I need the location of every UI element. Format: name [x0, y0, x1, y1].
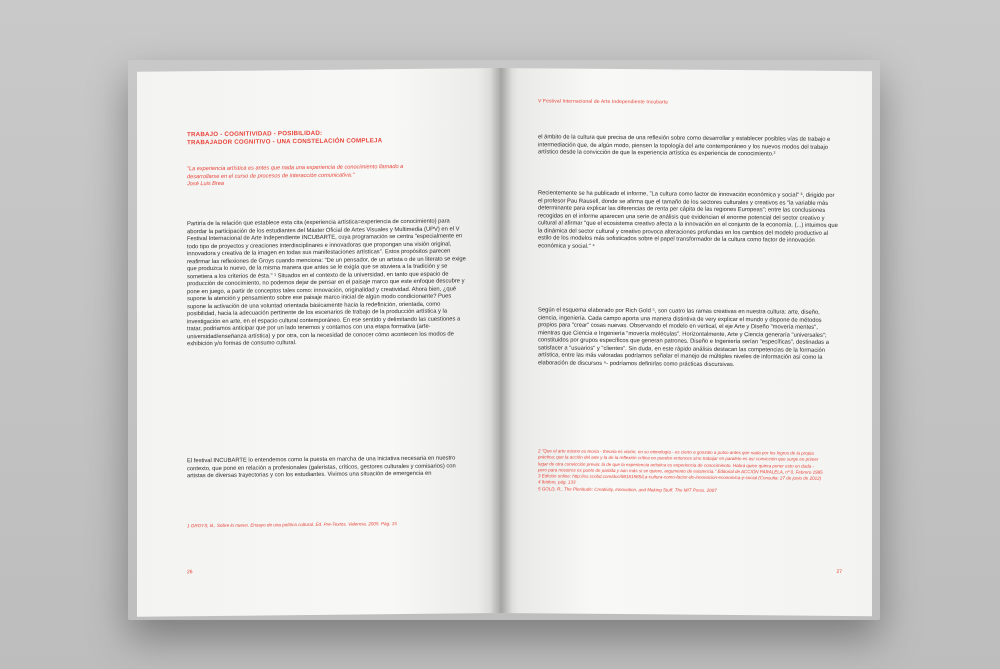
footnote-2: 2 "Que el arte mismo es teoría - theoria es visión, en su etimología - es cierto a gonzalo a pulso antes que nada por los logros de la propia práctica; que la acción del arte y la de la reflexión crítica no pueden entonces sino trabajar en paralelo es así convicción que surge en primer lugar de otra convicción previa: la de que la experiencia artística es experiencia de conocimiento. Habrá quien quiera poner esto en duda - pero para nosotros es punto de partida y aún más si se quiere, argumento de existencia." Editorial de ACCIÓN PARALELA, nº 0, Febrero 1995: [538, 448, 823, 475]
body-paragraph-3: Según el esquema elaborado por Rich Gold ⁵, son cuatro las ramas creativas en nuestra cultura: arte, diseño, ciencia, ingeniería. Cada campo aporta una manera distintiva de very explicar el mundo y dispone de métodos propios para "crear" cosas nuevas. Observando el modelo en vertical, el eje Arte y Diseño "movería mentes", mientras que Ciencia e Ingeniería "movería moléculas". Horizontalmente, Arte y Ciencia generaría "universales"; constituidos por grupos específicos que generan patrones. Diseño e Ingeniería serían "específicas", destinadas a satisfacer a "usuarios" y "clientes". Sin duda, en este rápido análisis destacan las competencias de la formación artística, entre las más valoradas podríamos señalar el manejo de múltiples niveles de información así como la elaboración de discursos ⁶- podríamos definirlas como prácticas discursivas.: [538, 307, 829, 368]
quote-author: José Luis Brea: [187, 181, 225, 188]
quote-text: "La experiencia artística es antes que nada una experiencia de conocimiento llamado a desarrollarse en el curso de procesos de interacción comunicativa.": [187, 164, 404, 180]
page-number: 26: [187, 569, 193, 576]
footnote-3: 3 Edición online: http://es.scribd.com/doc/98181585/La-cultura-como-factor-de-innovacion-economica-y-social (Consulta: 27 de junio de 2012): [538, 473, 822, 481]
right-page: [500, 68, 872, 616]
body-paragraph-2: El festival INCUBARTE lo entendemos como la puesta en marcha de una iniciativa necesaria en nuestro contexto, que pone en relación a profesionales (galeristas, críticos, gestores culturales y comisarios) con artistas de diversas trayectorias y con los estudiantes. Vivimos una situación de emergencia en: [187, 455, 456, 480]
running-header: V Festival Internacional de Arte Independiente Incubarte: [538, 98, 669, 106]
footnote-5: 5 GOLD, R., The Plenitude: Creativity, Innovation, and Making Stuff. The MIT Press. 2007: [538, 486, 717, 493]
footnote: 1 GROYS, B., Sobre lo nuevo. Ensayo de una política cultural. Ed. Pre-Textos. Valencia, 2005. Pág. 15: [187, 521, 397, 529]
body-paragraph-1: Partiría de la relación que establece esta cita (experiencia artística=experiencia de conocimiento) para abordar la participación de los estudiantes del Máster Oficial de Artes Visuales y Multimedia (UPV) en el V Festival Internacional de Arte Independiente INCUBARTE, cuya programación se centra "especialmente en todo tipo de proyectos y creaciones interdisciplinares e innovadoras que propongan una visión original, innovadora y creativa de la imagen en todas sus manifestaciones artísticas". Estos propósitos parecen reafirmar las reflexiones de Groys cuando menciona: "De un pensador, de un artista o de un literato se exige que produzca lo nuevo, de la misma manera que antes se le exigía que se atuviera a la tradición y se sometiera a los criterios de ésta." ¹ Situados en el contexto de la universidad, en tanto que espacio de producción de conocimiento, no podemos dejar de pensar en el paisaje marco que este enfoque descubre y pone en juego, a partir de conceptos tales como: innovación, originalidad y creatividad. Ahora bien, ¿qué supone la atención y pensamiento sobre ese paisaje marco inicial de algún modo condicionante? Pues supone la activación de una voluntad orientada básicamente hacia la redefinición, orientada, como posibilidad, hacia la adecuación pertinente de los escenarios de trabajo de la producción artística y la investigación en arte, en el espacio cultural contemporáneo. En ese sentido y delimitando las cuestiones a tratar, podríamos anticipar que por un lado tenemos y contamos con una etapa formativa (arte-universidad/enseñanza artística) y por otra, con la necesidad de conocer cómo acontecen los modos de exhibición y/o formas de consumo cultural.: [187, 218, 466, 348]
footnote-4: 4 Ibídem, pág. 133: [538, 479, 576, 486]
heading-line-1: TRABAJO - COGNITIVIDAD - POSIBILIDAD:: [187, 129, 323, 139]
body-paragraph-2: Recientemente se ha publicado el informe, "La cultura como factor de innovación económica y social" ³, dirigido por el profesor Pau Rausell, donde se afirma que el tamaño de los sectores culturales y creativos es "la variable más determinante para explicar las diferencias de renta per cápita de las regiones Europeas"; entre las conclusiones recogidas en el informe aparecen una serie de análisis que evidencian el enorme potencial del sector creativo y cultural al afirmar "que el ecosistema creativo afecta a la innovación en el conjunto de la economía. (...) intuimos que la dinámica del sector cultural y creativo provoca alteraciones profundas en los cambios del modelo productivo al estilo de los modelos más sofisticados sobre el papel transformador de la cultura como factor de innovación económica y social." ⁴: [538, 190, 838, 250]
footnotes: [538, 448, 823, 495]
epigraph-quote: [187, 164, 427, 189]
left-page: [137, 68, 500, 617]
section-heading: [187, 128, 467, 147]
body-paragraph-1: el ámbito de la cultura que precisa de una reflexión sobre como desarrollar y establecer posibles vías de trabajo e intermediación que, de algún modo, piensen la topología del arte contemporáneo y los nuevos modos del trabajo artístico desde la convicción de que la experiencia artística es experiencia de conocimiento.²: [538, 134, 831, 158]
page-number: 27: [836, 568, 842, 575]
heading-line-2: TRABAJADOR COGNITIVO - UNA CONSTELACIÓN COMPLEJA: [187, 137, 383, 147]
